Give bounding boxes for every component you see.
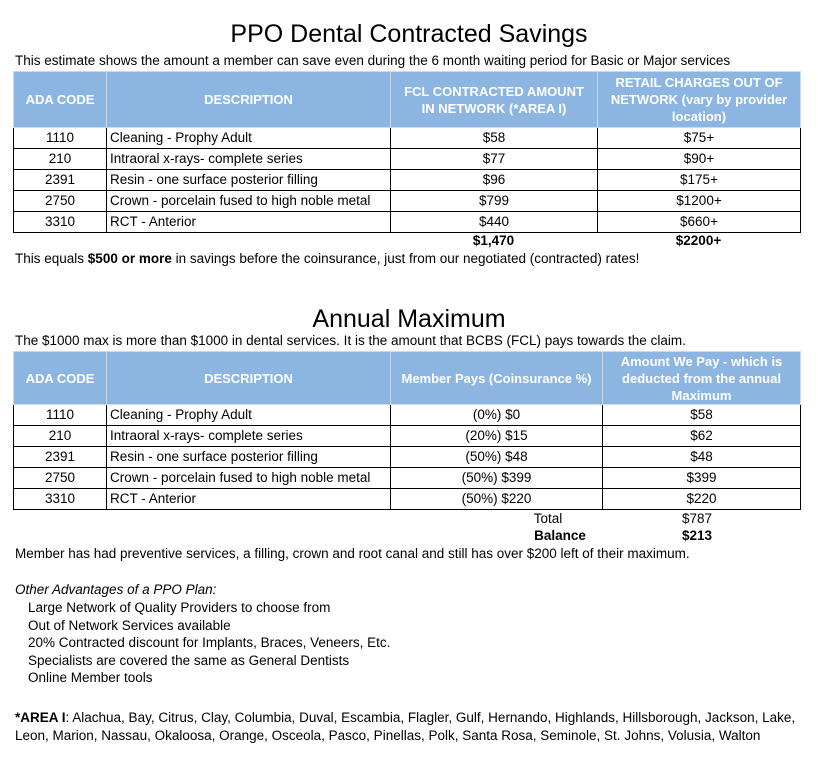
savings-header-retail: RETAIL CHARGES OUT OF NETWORK (vary by provider location) — [598, 72, 801, 128]
advantages-heading: Other Advantages of a PPO Plan: — [15, 582, 217, 597]
maximum-total-label-text: Total — [533, 511, 563, 526]
table-row — [14, 149, 801, 170]
table-row — [14, 426, 801, 447]
savings-table — [13, 71, 801, 233]
maximum-header-we-pay: Amount We Pay - which is deducted from the annual Maximum — [603, 352, 801, 405]
advantages-list — [28, 599, 390, 687]
description-cell: RCT - Anterior — [107, 212, 391, 233]
list-item: Out of Network Services available — [28, 617, 231, 633]
list-item: Online Member tools — [28, 670, 153, 685]
table-row — [14, 212, 801, 233]
ada-code-cell: 2750 — [14, 468, 107, 489]
maximum-intro: The $1000 max is more than $1000 in dental services. It is the amount that BCBS (FCL) pays towards the claim. — [15, 333, 686, 348]
maximum-header-code: ADA CODE — [14, 352, 107, 405]
member-pays-cell: (50%) $399 — [391, 468, 603, 489]
description-cell: Resin - one surface posterior filling — [107, 447, 391, 468]
member-pays-cell: (20%) $15 — [391, 426, 603, 447]
maximum-table — [13, 351, 801, 510]
description-cell: Cleaning - Prophy Adult — [107, 405, 391, 426]
we-pay-cell: $399 — [603, 468, 801, 489]
savings-summary — [15, 251, 639, 266]
maximum-balance-label: Balance — [534, 528, 586, 543]
maximum-total-label — [390, 511, 598, 526]
description-cell: Intraoral x-rays- complete series — [107, 149, 391, 170]
retail-cell: $1200+ — [598, 191, 801, 212]
description-cell: Intraoral x-rays- complete series — [107, 426, 391, 447]
member-pays-cell: (50%) $48 — [391, 447, 603, 468]
list-item: 20% Contracted discount for Implants, Braces, Veneers, Etc. — [28, 635, 391, 650]
description-cell: Cleaning - Prophy Adult — [107, 128, 391, 149]
savings-header-code: ADA CODE — [14, 72, 107, 128]
ada-code-cell: 210 — [14, 149, 107, 170]
area-text: : Alachua, Bay, Citrus, Clay, Columbia, Duval, Escambia, Flagler, Gulf, Hernando, Highlands, Hillsborough, Jackson, Lake, Leon, Marion, Nassau, Okaloosa, Orange, Osceola, Pasco, Pinellas, Polk, Santa Rosa, Seminole, St. Johns, Volusia, Walton — [15, 710, 796, 743]
savings-summary-pre: This equals — [15, 251, 88, 266]
table-row — [14, 489, 801, 510]
savings-header-in-network: FCL CONTRACTED AMOUNT IN NETWORK (*AREA I) — [391, 72, 598, 128]
we-pay-cell: $58 — [603, 405, 801, 426]
ada-code-cell: 3310 — [14, 212, 107, 233]
in-network-cell: $58 — [391, 128, 598, 149]
table-row — [14, 447, 801, 468]
table-row — [14, 191, 801, 212]
maximum-header-member: Member Pays (Coinsurance %) — [391, 352, 603, 405]
maximum-total-value: $787 — [681, 511, 713, 526]
in-network-cell: $799 — [391, 191, 598, 212]
in-network-cell: $77 — [391, 149, 598, 170]
description-cell: Resin - one surface posterior filling — [107, 170, 391, 191]
description-cell: Crown - porcelain fused to high noble metal — [107, 191, 391, 212]
list-item: Large Network of Quality Providers to choose from — [28, 600, 331, 615]
savings-total-retail: $2200+ — [675, 233, 722, 248]
retail-cell: $75+ — [598, 128, 801, 149]
list-item: Specialists are covered the same as General Dentists — [28, 652, 350, 668]
ada-code-cell: 2391 — [14, 447, 107, 468]
savings-title: PPO Dental Contracted Savings — [230, 20, 588, 48]
area-label: *AREA I — [15, 710, 66, 725]
in-network-cell: $440 — [391, 212, 598, 233]
retail-cell: $90+ — [598, 149, 801, 170]
description-cell: Crown - porcelain fused to high noble metal — [107, 468, 391, 489]
area-footnote — [15, 709, 805, 744]
table-row — [14, 405, 801, 426]
ada-code-cell: 1110 — [14, 128, 107, 149]
member-pays-cell: (50%) $220 — [391, 489, 603, 510]
table-row — [14, 468, 801, 489]
ada-code-cell: 210 — [14, 426, 107, 447]
ada-code-cell: 2750 — [14, 191, 107, 212]
maximum-header-desc: DESCRIPTION — [107, 352, 391, 405]
maximum-summary: Member has had preventive services, a filling, crown and root canal and still has over $200 left of their maximum. — [15, 546, 690, 561]
we-pay-cell: $220 — [603, 489, 801, 510]
description-cell: RCT - Anterior — [107, 489, 391, 510]
table-row — [14, 170, 801, 191]
savings-summary-post: in savings before the coinsurance, just from our negotiated (contracted) rates! — [171, 251, 640, 266]
ada-code-cell: 2391 — [14, 170, 107, 191]
savings-header-desc: DESCRIPTION — [107, 72, 391, 128]
we-pay-cell: $48 — [603, 447, 801, 468]
in-network-cell: $96 — [391, 170, 598, 191]
savings-total-in-network: $1,470 — [472, 233, 515, 248]
retail-cell: $660+ — [598, 212, 801, 233]
maximum-title: Annual Maximum — [312, 305, 506, 333]
we-pay-cell: $62 — [603, 426, 801, 447]
maximum-balance-value: $213 — [681, 528, 713, 543]
savings-intro: This estimate shows the amount a member can save even during the 6 month waiting period for Basic or Major services — [15, 53, 731, 68]
savings-summary-bold: $500 or more — [87, 251, 172, 266]
ada-code-cell: 3310 — [14, 489, 107, 510]
retail-cell: $175+ — [598, 170, 801, 191]
table-row — [14, 128, 801, 149]
member-pays-cell: (0%) $0 — [391, 405, 603, 426]
ada-code-cell: 1110 — [14, 405, 107, 426]
